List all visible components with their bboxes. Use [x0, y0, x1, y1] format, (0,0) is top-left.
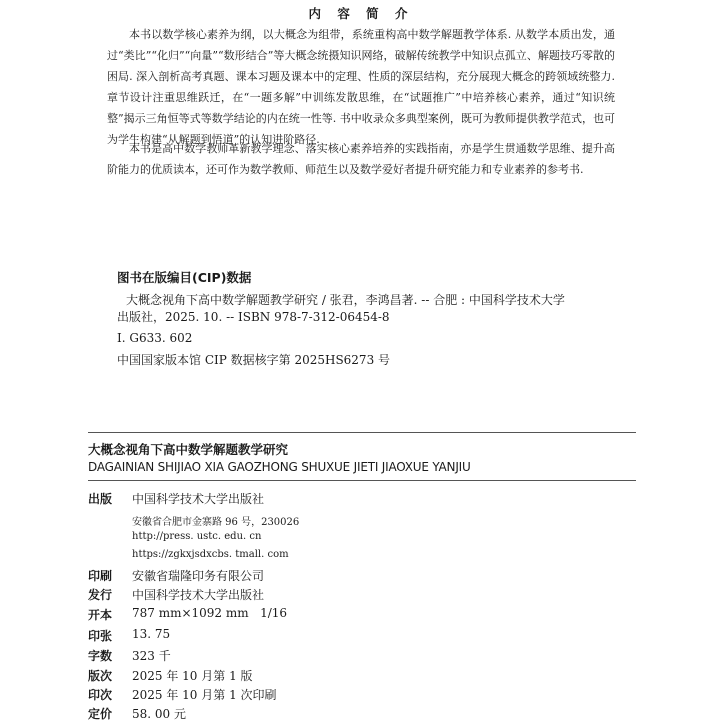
distributor-label: 发行	[88, 588, 113, 602]
words-label: 字数	[88, 649, 113, 663]
publisher-url-1: http://press. ustc. edu. cn	[132, 531, 262, 542]
price-label: 定价	[88, 707, 113, 721]
format-label: 开本	[88, 608, 113, 622]
publisher-label: 出版	[88, 492, 113, 506]
divider-top	[88, 432, 636, 433]
printer-value: 安徽省瑞隆印务有限公司	[132, 569, 265, 583]
sheets-label: 印张	[88, 629, 113, 643]
printer-label: 印刷	[88, 569, 113, 583]
words-value: 323 千	[132, 649, 171, 663]
intro-paragraph-2: 本书是高中数学教师革新教学理念、落实核心素养培养的实践指南，亦是学生贯通数学思维、提升高阶能力的优质读本，还可作为数学教师、师范生以及数学爱好者提升研究能力和专业素养的参考书.	[107, 142, 615, 176]
divider-bottom	[88, 480, 636, 481]
publisher-url-2: https://zgkxjsdxcbs. tmall. com	[132, 549, 289, 560]
cip-heading: 图书在版编目(CIP)数据	[117, 270, 252, 285]
cip-line-1: 大概念视角下高中数学解题教学研究 / 张君，李鸿昌著. -- 合肥 : 中国科学技术大学	[126, 293, 565, 307]
edition-label: 版次	[88, 669, 113, 683]
book-title: 大概念视角下高中数学解题教学研究	[88, 442, 289, 457]
format-value: 787 mm×1092 mm 1/16	[132, 606, 288, 620]
sheets-value: 13. 75	[132, 627, 171, 641]
publisher-name: 中国科学技术大学出版社	[132, 492, 265, 506]
publisher-address: 安徽省合肥市金寨路 96 号，230026	[132, 517, 300, 528]
printing-value: 2025 年 10 月第 1 次印刷	[132, 688, 277, 702]
printing-label: 印次	[88, 688, 113, 702]
book-pinyin: DAGAINIAN SHIJIAO XIA GAOZHONG SHUXUE JIETI JIAOXUE YANJIU	[88, 460, 471, 474]
price-value: 58. 00 元	[132, 707, 186, 721]
cip-line-4: 中国国家版本馆 CIP 数据核字第 2025HS6273 号	[117, 353, 391, 367]
cip-line-2: 出版社，2025. 10. -- ISBN 978-7-312-06454-8	[117, 310, 390, 324]
cip-line-3: Ⅰ. G633. 602	[117, 331, 193, 345]
intro-title: 内 容 简 介	[308, 6, 414, 21]
distributor-value: 中国科学技术大学出版社	[132, 588, 265, 602]
edition-value: 2025 年 10 月第 1 版	[132, 669, 253, 683]
intro-paragraph-1: 本书以数学核心素养为纲，以大概念为组带，系统重构高中数学解题教学体系. 从数学本质出发，通过“类比”“化归”“向量”“数形结合”等大概念统摄知识网络，破解传统教学中知识点孤立、解题技巧零散的困局. 深入剖析高考真题、课本习题及课本中的定理、性质的深层结构，充分展现大概念的跨领域统整力. 章节设计注重思维跃迁，在“一题多解”中训练发散思维，在“试题推广”中培养核心素养，通过“知识统整”揭示三角恒等式等数学结论的内在统一性等. 书中收录众多典型案例，既可为教师提供教学范式，也可为学生构建“从解题到悟道”的认知进阶路径.	[107, 28, 615, 146]
